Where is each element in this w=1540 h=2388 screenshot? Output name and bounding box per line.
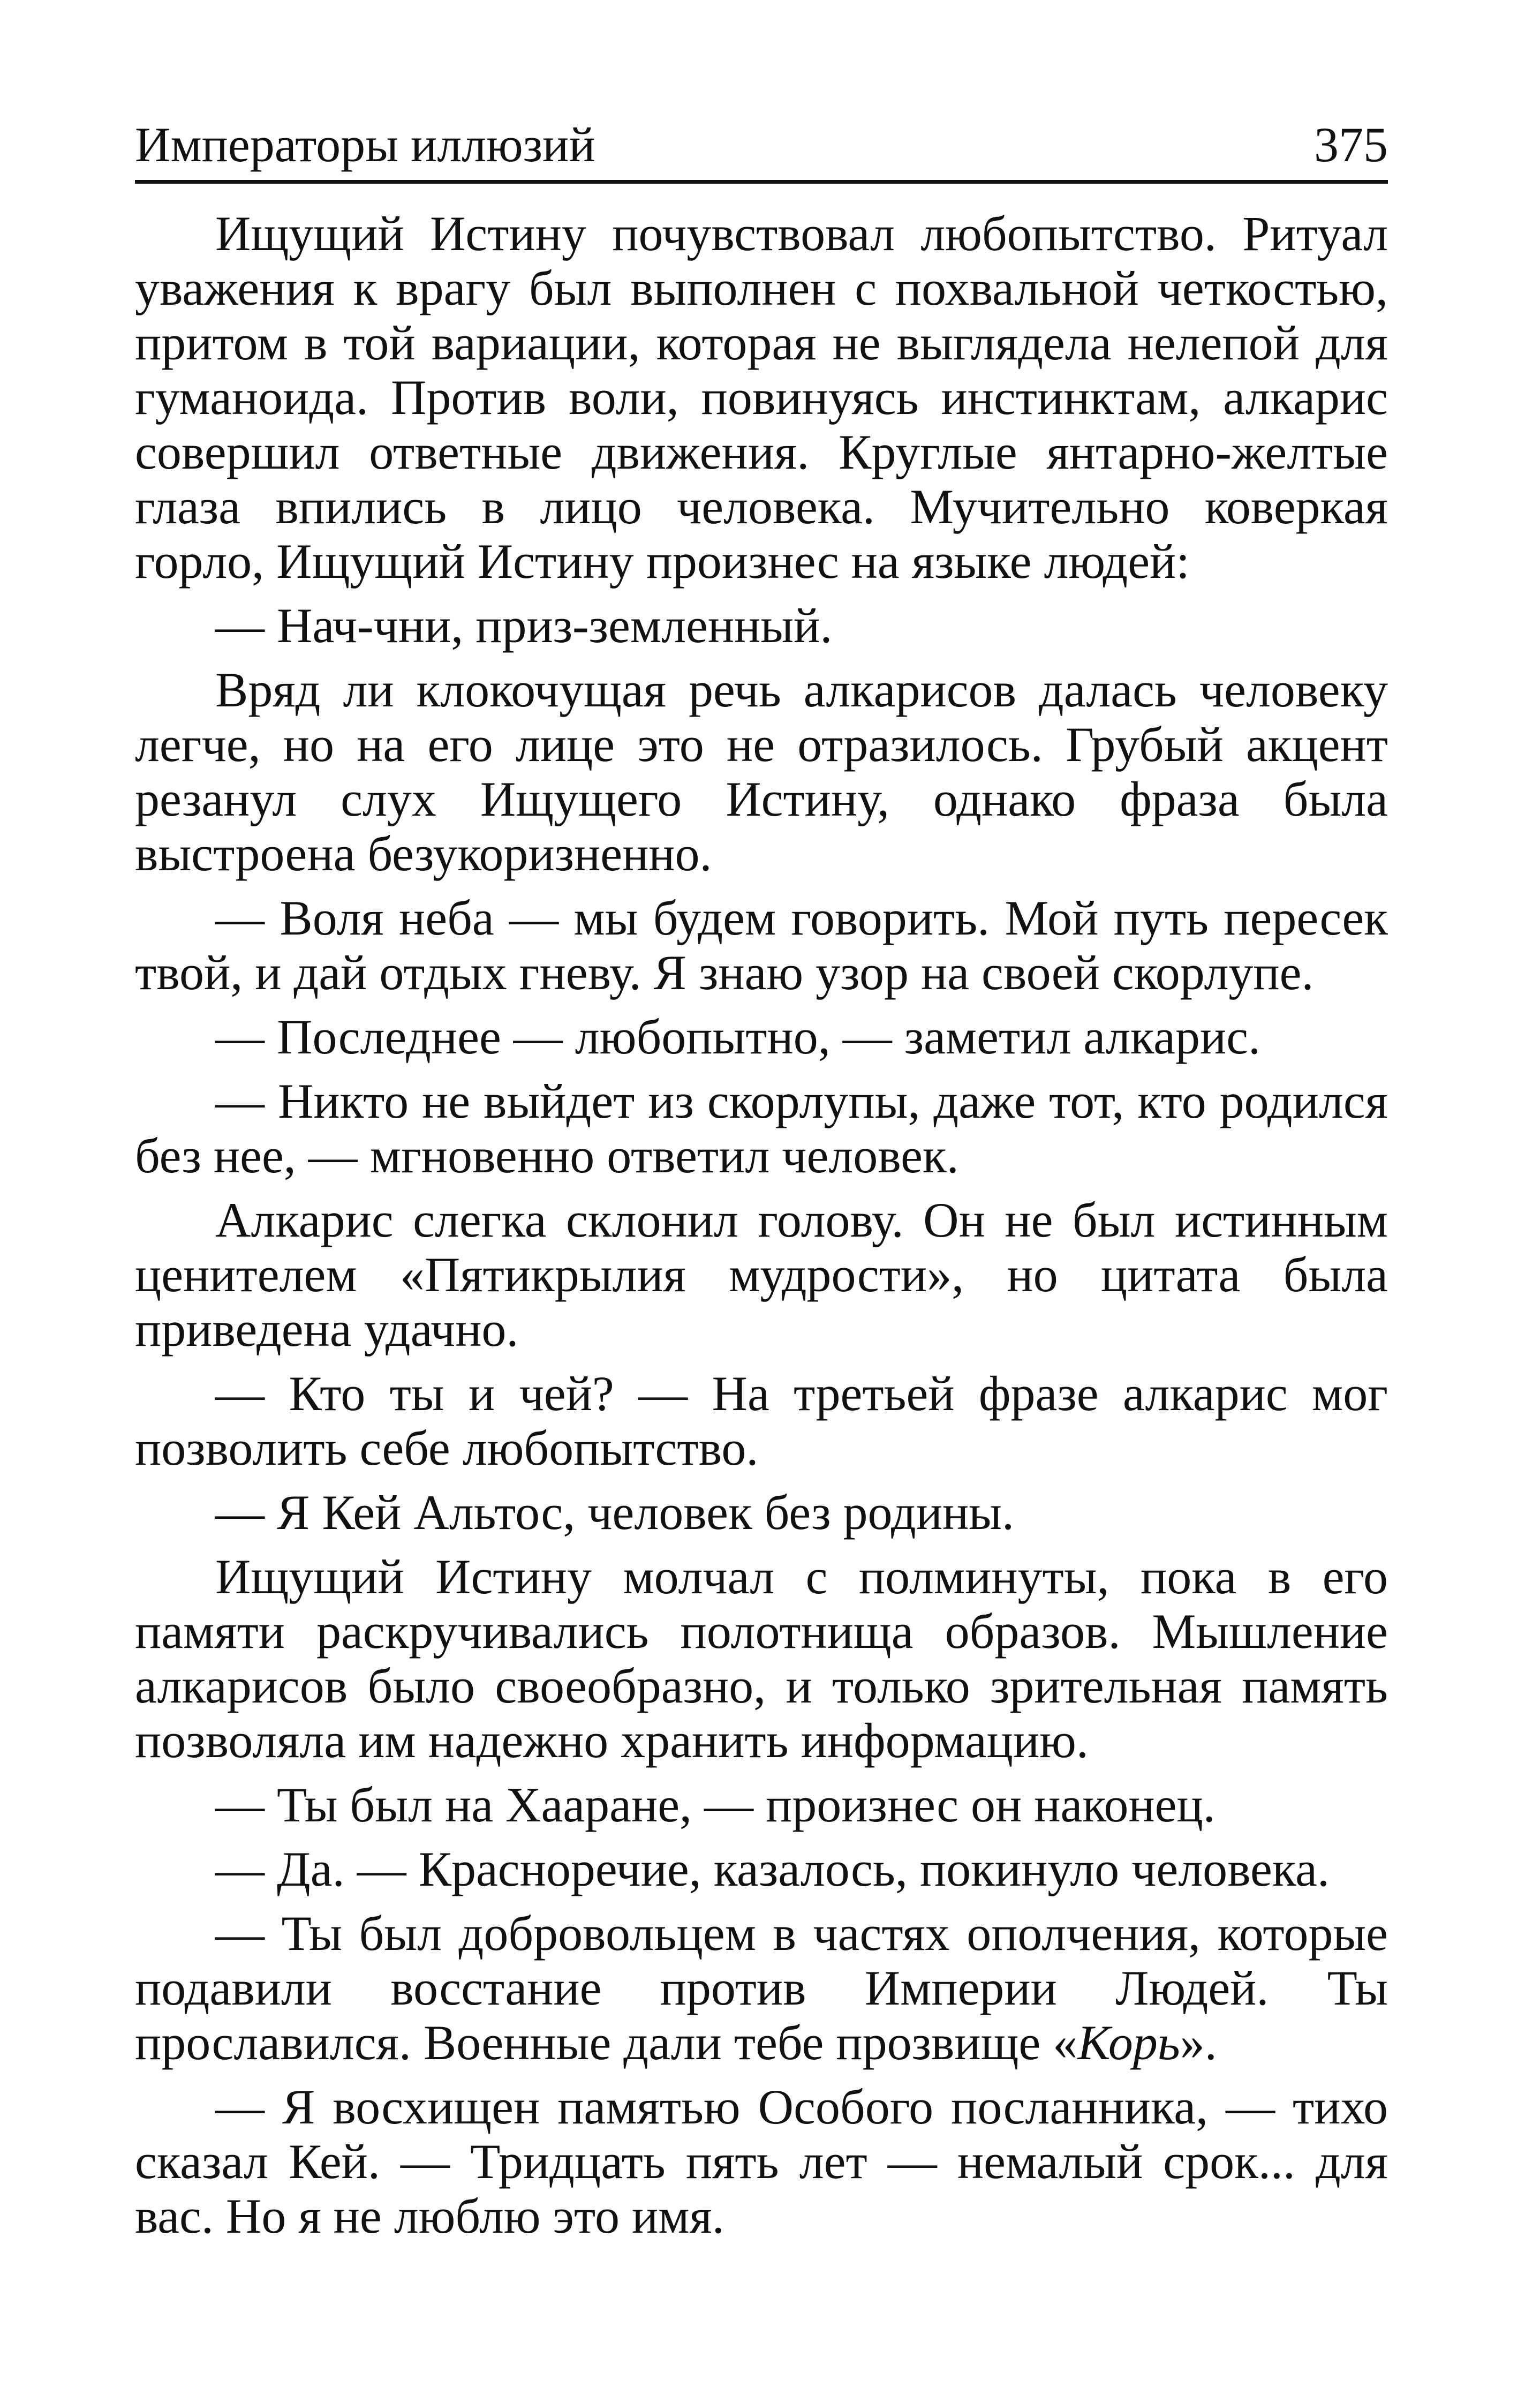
header-rule bbox=[135, 180, 1388, 184]
dialogue-line: — Воля неба — мы будем говорить. Мой путь пересек твой, и дай отдых гневу. Я знаю узор на своей скорлупе. bbox=[135, 891, 1388, 1000]
paragraph: Алкарис слегка склонил голову. Он не был истинным ценителем «Пятикрылия мудрости», но цитата была приведена удачно. bbox=[135, 1193, 1388, 1357]
running-head bbox=[135, 112, 1388, 177]
paragraph: Вряд ли клокочущая речь алкарисов далась человеку легче, но на его лице это не отразилось. Грубый акцент резанул слух Ищущего Истину, однако фраза была выстроена безукоризненно. bbox=[135, 662, 1388, 881]
page-number: 375 bbox=[1314, 117, 1388, 172]
dialogue-line: — Ты был на Хааране, — произнес он наконец. bbox=[215, 1777, 1216, 1832]
dialogue-line: — Никто не выйдет из скорлупы, даже тот, кто родился без нее, — мгновенно ответил человек. bbox=[135, 1074, 1388, 1183]
paragraph: Ищущий Истину почувствовал любопытство. Ритуал уважения к врагу был выполнен с похвальной четкостью, притом в той вариации, которая не выглядела нелепой для гуманоида. Против воли, повинуясь инстинктам, алкарис совершил ответные движения. Круглые янтарно-желтые глаза впились в лицо человека. Мучительно коверкая горло, Ищущий Истину произнес на языке людей: bbox=[135, 206, 1388, 589]
dialogue-line: — Я восхищен памятью Особого посланника, — тихо сказал Кей. — Тридцать пять лет — немалый срок... для вас. Но я не люблю это имя. bbox=[135, 2080, 1388, 2243]
running-title: Императоры иллюзий bbox=[135, 117, 595, 172]
dialogue-line: — Кто ты и чей? — На третьей фразе алкарис мог позволить себе любопытство. bbox=[135, 1366, 1388, 1475]
dialogue-line: — Последнее — любопытно, — заметил алкарис. bbox=[215, 1010, 1261, 1064]
dialogue-line: — Я Кей Альтос, человек без родины. bbox=[215, 1485, 1014, 1540]
dialogue-line: — Да. — Красноречие, казалось, покинуло человека. bbox=[215, 1842, 1330, 1896]
dialogue-line: — Ты был добровольцем в частях ополчения, которые подавили восстание против Империи Людей. Ты прославился. Военные дали тебе прозвище «Корь». bbox=[135, 1906, 1388, 2070]
dialogue-line: — Нач-чни, приз-земленный. bbox=[215, 598, 833, 653]
text-body bbox=[135, 206, 1388, 2253]
paragraph: Ищущий Истину молчал с полминуты, пока в его памяти раскручивались полотнища образов. Мышление алкарисов было своеобразно, и только зрительная память позволяла им надежно хранить информацию. bbox=[135, 1549, 1388, 1768]
